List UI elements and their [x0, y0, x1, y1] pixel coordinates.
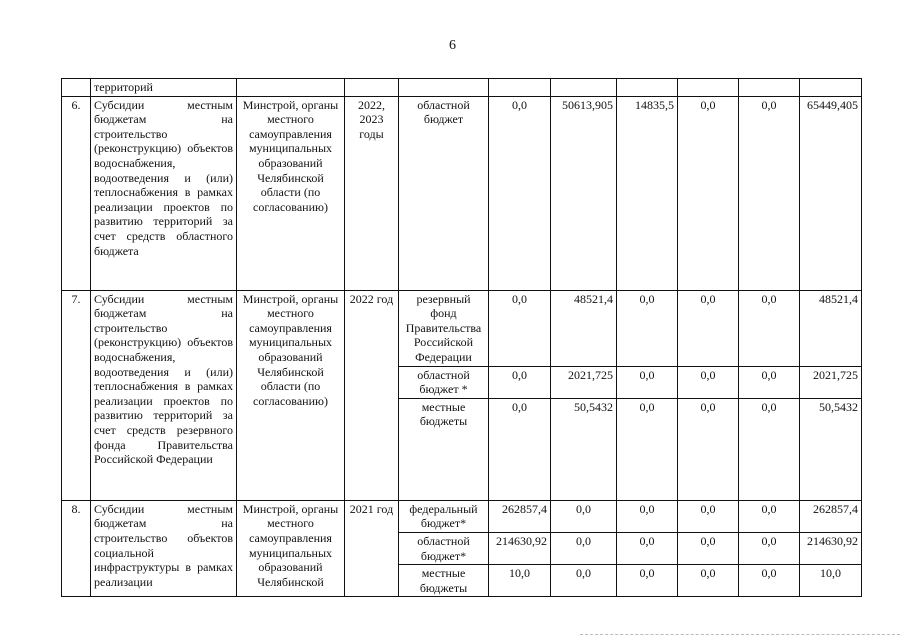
page-number: 6 [449, 38, 456, 53]
value-cell: 0,0 [739, 290, 800, 366]
value-cell: 0,0 [678, 565, 739, 597]
value-cell: 0,0 [617, 398, 678, 500]
value-cell: 0,0 [617, 565, 678, 597]
total-cell: 2021,725 [800, 366, 862, 398]
funding-source-cell: резервный фонд Правительства Российской Федерации [399, 290, 489, 366]
value-cell: 0,0 [489, 290, 551, 366]
program-measures-table [61, 78, 862, 597]
value-cell: 0,0 [489, 398, 551, 500]
measure-name-cell: Субсидии местным бюджетам на строительство (реконструкцию) объектов водоснабжения, водоотведения и (или) теплоснабжения в рамках реализации проектов по развитию территорий за счет средств резервного фонда Правительства Российской Федерации [91, 290, 237, 500]
total-cell: 214630,92 [800, 532, 862, 564]
value-cell: 0,0 [678, 290, 739, 366]
value-cell: 10,0 [489, 565, 551, 597]
value-cell: 0,0 [678, 96, 739, 290]
value-cell: 0,0 [551, 500, 617, 532]
value-cell: 14835,5 [617, 96, 678, 290]
funding-source-cell: областной бюджет * [399, 366, 489, 398]
value-cell: 0,0 [551, 565, 617, 597]
table-row [62, 290, 862, 366]
value-cell: 0,0 [617, 290, 678, 366]
value-cell: 0,0 [739, 398, 800, 500]
value-cell: 2021,725 [551, 366, 617, 398]
years-cell: 2022, 2023 годы [345, 96, 399, 290]
value-cell: 0,0 [739, 366, 800, 398]
value-cell: 0,0 [551, 532, 617, 564]
value-cell: 0,0 [617, 500, 678, 532]
executor-cell: Минстрой, органы местного самоуправления муниципальных образований Челябинской области (по согласованию) [237, 290, 345, 500]
value-cell: 0,0 [739, 532, 800, 564]
row-number-cell: 8. [62, 500, 91, 597]
executor-cell: Минстрой, органы местного самоуправления муниципальных образований Челябинской [237, 500, 345, 597]
funding-source-cell: областной бюджет* [399, 532, 489, 564]
funding-source-cell: федеральный бюджет* [399, 500, 489, 532]
value-cell: 0,0 [617, 366, 678, 398]
measure-name-cell: Субсидии местным бюджетам на строительство объектов социальной инфраструктуры в рамках реализации [91, 500, 237, 597]
value-cell: 0,0 [739, 500, 800, 532]
measure-name-cell: Субсидии местным бюджетам на строительство (реконструкцию) объектов водоснабжения, водоотведения и (или) теплоснабжения в рамках реализации проектов по развитию территорий за счет средств областного бюджета [91, 96, 237, 290]
value-cell: 0,0 [739, 565, 800, 597]
years-cell: 2022 год [345, 290, 399, 500]
value-cell: 0,0 [617, 532, 678, 564]
value-cell: 50,5432 [551, 398, 617, 500]
measure-name-cell: территорий [91, 79, 237, 97]
total-cell: 48521,4 [800, 290, 862, 366]
value-cell: 0,0 [678, 398, 739, 500]
row-number-cell: 6. [62, 96, 91, 290]
executor-cell: Минстрой, органы местного самоуправления муниципальных образований Челябинской области (по согласованию) [237, 96, 345, 290]
value-cell: 0,0 [678, 366, 739, 398]
table-row [62, 79, 862, 97]
row-number-cell [62, 79, 91, 97]
value-cell: 262857,4 [489, 500, 551, 532]
years-cell: 2021 год [345, 500, 399, 597]
value-cell: 0,0 [678, 500, 739, 532]
table-row [62, 96, 862, 290]
value-cell: 48521,4 [551, 290, 617, 366]
value-cell: 0,0 [678, 532, 739, 564]
row-number-cell: 7. [62, 290, 91, 500]
total-cell: 10,0 [800, 565, 862, 597]
value-cell: 214630,92 [489, 532, 551, 564]
funding-source-cell: местные бюджеты [399, 565, 489, 597]
scan-edge-divider [580, 634, 900, 635]
funding-source-cell: местные бюджеты [399, 398, 489, 500]
value-cell: 0,0 [489, 366, 551, 398]
total-cell: 50,5432 [800, 398, 862, 500]
total-cell: 65449,405 [800, 96, 862, 290]
value-cell: 0,0 [739, 96, 800, 290]
table-row [62, 500, 862, 532]
value-cell: 50613,905 [551, 96, 617, 290]
funding-source-cell: областной бюджет [399, 96, 489, 290]
total-cell: 262857,4 [800, 500, 862, 532]
value-cell: 0,0 [489, 96, 551, 290]
